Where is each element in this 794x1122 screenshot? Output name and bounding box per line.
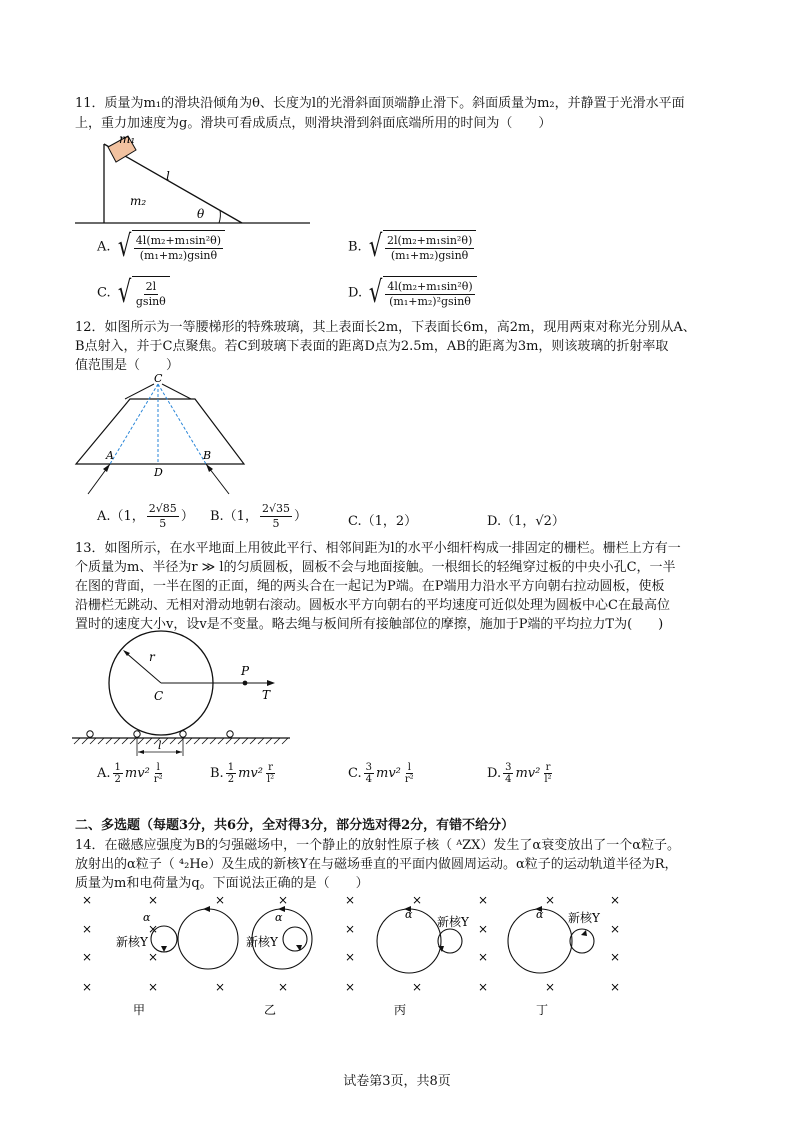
- field-cross: ×: [478, 950, 489, 964]
- page-footer: 试卷第3页，共8页: [343, 1074, 451, 1089]
- field-cross: ×: [610, 922, 621, 936]
- q11-text-line2: 上，重力加速度为g。滑块可看成质点，则滑块滑到斜面底端所用的时间为（ ）: [75, 116, 552, 131]
- q13-option-c: C. $\frac{3}{4}$ mv² $\frac{l}{\text{r²}}$: [348, 762, 414, 785]
- field-cross: ×: [545, 893, 556, 907]
- svg-text:新核Y: 新核Y: [437, 915, 469, 929]
- svg-text:甲: 甲: [133, 1003, 146, 1017]
- q13-option-d: D. $\frac{3}{4}$ mv² $\frac{r}{\text{l²}}$: [487, 762, 552, 785]
- q13-text-line4: 沿栅栏无跳动、无相对滑动地朝右滚动。圆板水平方向朝右的平均速度可近似处理为圆板中心C在最高位: [75, 598, 670, 613]
- label-t: T: [262, 688, 271, 702]
- field-cross: ×: [545, 980, 556, 994]
- svg-text:丁: 丁: [536, 1003, 549, 1017]
- label-m2: m₂: [130, 194, 147, 208]
- q11-option-c: C. √ $\frac{2l}{gsin\theta}$: [97, 276, 170, 310]
- q14-text-line3: 质量为m和电荷量为q。下面说法正确的是（ ）: [75, 876, 369, 891]
- label-r: r: [149, 650, 155, 664]
- field-cross: ×: [148, 950, 159, 964]
- field-cross: ×: [148, 893, 159, 907]
- field-cross: ×: [278, 893, 289, 907]
- q12-option-b: B.（1， $\frac{2√35}{5}$ ）: [210, 502, 307, 530]
- field-cross: ×: [412, 980, 423, 994]
- q12-text-line1: 12．如图所示为一等腰梯形的特殊玻璃，其上表面长2m，下表面长6m，高2m，现用两束对称光分别从A、: [75, 320, 696, 335]
- q11-incline-figure: [70, 132, 320, 228]
- field-cross: ×: [82, 922, 93, 936]
- field-cross: ×: [278, 980, 289, 994]
- q13-text-line1: 13．如图所示，在水平地面上用彼此平行、相邻间距为l的水平小细杆构成一排固定的栅栏。栅栏上方有一: [75, 541, 681, 556]
- q13-text-line3: 在图的背面，一半在图的正面，绳的两头合在一起记为P端。在P端用力沿水平方向朝右拉动圆板，使板: [75, 579, 665, 594]
- field-cross: ×: [82, 980, 93, 994]
- svg-text:新核Y: 新核Y: [246, 935, 278, 949]
- q11-option-d: D. √ $\frac{\text{4l(m₂+m₁sin²θ)}}{\text{(m₁+m₂)²gsinθ}}$: [348, 276, 477, 310]
- label-b: B: [203, 449, 212, 462]
- q12-text-line2: B点射入，并于C点聚焦。若C到玻璃下表面的距离D点为2.5m，AB的距离为3m，则该玻璃的折射率取: [75, 339, 669, 354]
- field-cross: ×: [82, 950, 93, 964]
- field-cross: ×: [148, 980, 159, 994]
- field-cross: ×: [215, 893, 226, 907]
- field-cross: ×: [478, 980, 489, 994]
- label-m1: m₁: [119, 132, 136, 146]
- svg-text:α: α: [536, 908, 544, 921]
- label-c: C: [154, 372, 163, 385]
- svg-text:α: α: [405, 908, 413, 921]
- field-cross: ×: [82, 893, 93, 907]
- q12-option-a: A.（1， $\frac{2√85}{5}$ ）: [97, 502, 194, 530]
- field-cross: ×: [215, 980, 226, 994]
- svg-text:新核Y: 新核Y: [568, 911, 600, 925]
- q12-trapezoid-figure: [70, 370, 255, 498]
- section-heading: 二、多选题（每题3分，共6分，全对得3分，部分选对得2分，有错不给分）: [75, 818, 515, 833]
- field-cross: ×: [610, 980, 621, 994]
- q13-text-line2: 个质量为m、半径为r ≫ l的匀质圆板，圆板不会与地面接触。一根细长的轻绳穿过板的中央小孔C，一半: [75, 560, 676, 575]
- q13-option-b: B. $\frac{1}{2}$ mv² $\frac{r}{\text{l²}}$: [210, 762, 275, 785]
- diagram-yi: [246, 906, 312, 1017]
- q13-disk-figure: [70, 628, 295, 760]
- field-cross: ×: [478, 893, 489, 907]
- field-cross: ×: [610, 893, 621, 907]
- svg-text:α: α: [143, 911, 151, 924]
- q11-option-b: B. √ $\frac{\text{2l(m₂+m₁sin²θ)}}{\text{(m₁+m₂)gsinθ}}$: [348, 230, 476, 264]
- label-a: A: [106, 449, 114, 462]
- label-d: D: [154, 466, 163, 479]
- field-cross: ×: [345, 922, 356, 936]
- field-cross: ×: [345, 980, 356, 994]
- q14-text-line1: 14．在磁感应强度为B的匀强磁场中，一个静止的放射性原子核（ ᴬZX）发生了α衰变放出了一个α粒子。: [75, 838, 680, 853]
- q14-diagrams: [70, 888, 630, 1023]
- label-l: l: [166, 169, 170, 183]
- field-cross: ×: [610, 950, 621, 964]
- field-cross: ×: [345, 950, 356, 964]
- q12-option-d: D.（1，√2）: [487, 514, 565, 529]
- svg-text:乙: 乙: [264, 1003, 277, 1017]
- svg-text:丙: 丙: [394, 1003, 407, 1017]
- q13-option-a: A. $\frac{1}{2}$ mv² $\frac{l}{\text{r²}}$: [97, 762, 163, 785]
- label-l: l: [158, 739, 162, 752]
- svg-text:α: α: [275, 911, 283, 924]
- label-theta: θ: [197, 207, 205, 221]
- diagram-ding: [508, 906, 601, 1017]
- diagram-jia: [116, 906, 238, 1017]
- label-c: C: [154, 689, 164, 703]
- q14-text-line2: 放射出的α粒子（ ⁴₂He）及生成的新核Y在与磁场垂直的平面内做圆周运动。α粒子的运动轨道半径为R，: [75, 857, 678, 872]
- label-p: P: [241, 664, 250, 678]
- field-cross: ×: [478, 922, 489, 936]
- q13-text-line5: 置时的速度大小v，设v是不变量。略去绳与板间所有接触部位的摩擦，施加于P端的平均拉力T为( ): [75, 617, 664, 632]
- q11-option-a: A. √ $\frac{\text{4l(m₂+m₁sin²θ)}}{\text{(m₁+m₂)gsinθ}}$: [97, 230, 225, 264]
- field-cross: ×: [412, 893, 423, 907]
- svg-text:新核Y: 新核Y: [116, 935, 148, 949]
- field-cross: ×: [345, 893, 356, 907]
- q12-text-line3: 值范围是（ ）: [75, 358, 180, 373]
- diagram-bing: [377, 906, 470, 1017]
- field-cross: ×: [148, 922, 159, 936]
- q11-text-line1: 11．质量为m₁的滑块沿倾角为θ、长度为l的光滑斜面顶端静止滑下。斜面质量为m₂，并静置于光滑水平面: [75, 96, 685, 111]
- q12-option-c: C.（1，2）: [348, 514, 418, 529]
